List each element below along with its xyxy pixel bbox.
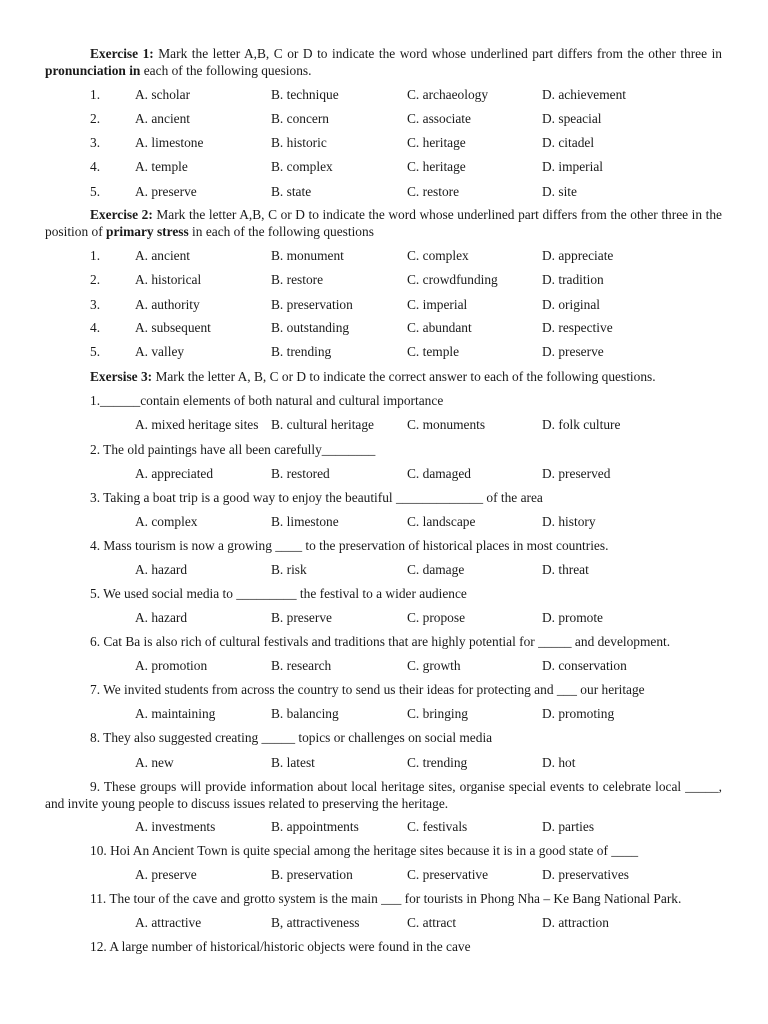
question-text: 1.______contain elements of both natural and cultural importance <box>90 393 444 408</box>
option-a[interactable]: A. subsequent <box>135 320 211 335</box>
option-d[interactable]: D. folk culture <box>542 417 621 432</box>
option-b[interactable]: B. monument <box>271 248 344 263</box>
option-c[interactable]: C. heritage <box>407 135 466 150</box>
answer-options <box>0 706 768 722</box>
option-c[interactable]: C. restore <box>407 184 460 199</box>
option-d[interactable]: D. preserve <box>542 344 604 359</box>
option-c[interactable]: C. crowdfunding <box>407 272 498 287</box>
option-d[interactable]: D. promoting <box>542 706 615 721</box>
option-c[interactable]: C. monuments <box>407 417 486 432</box>
option-a[interactable]: A. promotion <box>135 658 208 673</box>
exercise2-item <box>0 248 768 264</box>
option-d[interactable]: D. original <box>542 297 601 312</box>
option-b[interactable]: B. preservation <box>271 867 353 882</box>
exercise1-title: Exercise 1: <box>90 46 154 61</box>
exercise1-item <box>0 184 768 200</box>
answer-options <box>0 658 768 674</box>
exercise2-title: Exercise 2: <box>90 207 153 222</box>
option-a[interactable]: A. maintaining <box>135 706 216 721</box>
answer-options <box>0 514 768 530</box>
exercise1-item <box>0 159 768 175</box>
option-c[interactable]: C. attract <box>407 915 457 930</box>
option-c[interactable]: C. temple <box>407 344 460 359</box>
question-text: 7. We invited students from across the country to send us their ideas for protecting and ___ our heritage <box>90 682 645 697</box>
item-number: 5. <box>90 344 101 359</box>
option-b[interactable]: B. historic <box>271 135 327 150</box>
option-a[interactable]: A. temple <box>135 159 188 174</box>
item-number: 3. <box>90 135 101 150</box>
answer-options <box>0 867 768 883</box>
option-b[interactable]: B. latest <box>271 755 315 770</box>
option-b[interactable]: B. trending <box>271 344 332 359</box>
answer-options <box>0 610 768 626</box>
option-d[interactable]: D. preservatives <box>542 867 630 882</box>
question-text: 12. A large number of historical/historic objects were found in the cave <box>90 939 471 954</box>
exercise3-title: Exersise 3: <box>90 369 153 384</box>
item-number: 3. <box>90 297 101 312</box>
question-text-wrapped <box>45 779 722 812</box>
answer-options <box>0 562 768 578</box>
option-c[interactable]: C. archaeology <box>407 87 489 102</box>
option-a[interactable]: A. authority <box>135 297 200 312</box>
option-d[interactable]: D. conservation <box>542 658 627 673</box>
option-a[interactable]: A. ancient <box>135 248 191 263</box>
option-b[interactable]: B. risk <box>271 562 307 577</box>
option-c[interactable]: C. heritage <box>407 159 466 174</box>
option-b[interactable]: B. balancing <box>271 706 339 721</box>
answer-options <box>0 915 768 931</box>
exercise1-item <box>0 135 768 151</box>
option-a[interactable]: A. preserve <box>135 867 197 882</box>
option-a[interactable]: A. valley <box>135 344 185 359</box>
answer-options <box>0 417 768 433</box>
option-c[interactable]: C. damage <box>407 562 465 577</box>
question-text: 11. The tour of the cave and grotto system is the main ___ for tourists in Phong Nha – Ke Bang National Park. <box>90 891 682 906</box>
option-a[interactable]: A. hazard <box>135 562 188 577</box>
option-c[interactable]: C. damaged <box>407 466 471 481</box>
option-b[interactable]: B. cultural heritage <box>271 417 374 432</box>
option-d[interactable]: D. history <box>542 514 596 529</box>
option-d[interactable]: D. citadel <box>542 135 595 150</box>
option-a[interactable]: A. preserve <box>135 184 197 199</box>
option-a[interactable]: A. historical <box>135 272 202 287</box>
exercise1-item <box>0 87 768 103</box>
option-c[interactable]: C. preservative <box>407 867 489 882</box>
option-c[interactable]: C. complex <box>407 248 469 263</box>
option-d[interactable]: D. parties <box>542 819 595 834</box>
option-b[interactable]: B. research <box>271 658 332 673</box>
option-c[interactable]: C. growth <box>407 658 461 673</box>
exercise2-intro-end: in each of the following questions <box>188 223 374 239</box>
question-text: 6. Cat Ba is also rich of cultural festivals and traditions that are highly potential for _____ and development. <box>90 634 671 649</box>
item-number: 5. <box>90 184 101 199</box>
option-a[interactable]: A. hazard <box>135 610 188 625</box>
item-number: 1. <box>90 87 101 102</box>
exercise2-instructions <box>45 207 722 240</box>
option-c[interactable]: C. imperial <box>407 297 468 312</box>
option-c[interactable]: C. festivals <box>407 819 468 834</box>
option-d[interactable]: D. speacial <box>542 111 602 126</box>
option-d[interactable]: D. site <box>542 184 577 199</box>
option-d[interactable]: D. imperial <box>542 159 603 174</box>
option-b[interactable]: B. outstanding <box>271 320 350 335</box>
option-a[interactable]: A. investments <box>135 819 216 834</box>
option-d[interactable]: D. threat <box>542 562 589 577</box>
exercise1-intro-text: Mark the letter A,B, C or D to indicate the word whose underlined part differs from the other three in <box>153 46 722 61</box>
option-a[interactable]: A. mixed heritage sites <box>135 417 259 432</box>
option-c[interactable]: C. landscape <box>407 514 476 529</box>
exercise2-item <box>0 297 768 313</box>
question-text: 9. These groups will provide information about local heritage sites, organise special events to celebrate local _____, and invite young people to discuss issues related to preserving the heritage. <box>45 779 722 811</box>
option-c[interactable]: C. bringing <box>407 706 469 721</box>
exercise2-item <box>0 344 768 360</box>
option-a[interactable]: A. new <box>135 755 174 770</box>
option-d[interactable]: D. achievement <box>542 87 627 102</box>
option-d[interactable]: D. appreciate <box>542 248 614 263</box>
option-a[interactable]: A. complex <box>135 514 198 529</box>
answer-options <box>0 755 768 771</box>
answer-options <box>0 466 768 482</box>
option-b[interactable]: B. state <box>271 184 312 199</box>
option-b[interactable]: B. restored <box>271 466 330 481</box>
option-d[interactable]: D. preserved <box>542 466 611 481</box>
exercise2-item <box>0 320 768 336</box>
option-b[interactable]: B. complex <box>271 159 333 174</box>
option-b[interactable]: B. technique <box>271 87 339 102</box>
question-text: 3. Taking a boat trip is a good way to enjoy the beautiful _____________ of the area <box>90 490 543 505</box>
item-number: 4. <box>90 320 101 335</box>
option-b[interactable]: B. preservation <box>271 297 353 312</box>
option-a[interactable]: A. scholar <box>135 87 191 102</box>
item-number: 1. <box>90 248 101 263</box>
item-number: 2. <box>90 272 101 287</box>
question-text: 5. We used social media to _________ the festival to a wider audience <box>90 586 467 601</box>
exercise3-intro-text: Mark the letter A, B, C or D to indicate the correct answer to each of the following questions. <box>152 369 656 384</box>
exercise1-intro-bold: pronunciation in <box>45 62 141 78</box>
option-d[interactable]: D. attraction <box>542 915 609 930</box>
option-b[interactable]: B. restore <box>271 272 324 287</box>
option-d[interactable]: D. promote <box>542 610 603 625</box>
option-b[interactable]: B. appointments <box>271 819 359 834</box>
exercise2-intro-bold: primary stress <box>106 223 189 239</box>
option-a[interactable]: A. attractive <box>135 915 202 930</box>
option-b[interactable]: B. concern <box>271 111 330 126</box>
exercise1-intro-end: each of the following quesions. <box>140 62 312 78</box>
option-c[interactable]: C. associate <box>407 111 471 126</box>
option-a[interactable]: A. appreciated <box>135 466 214 481</box>
option-a[interactable]: A. limestone <box>135 135 204 150</box>
item-number: 4. <box>90 159 101 174</box>
exercise1-item <box>0 111 768 127</box>
option-d[interactable]: D. tradition <box>542 272 604 287</box>
option-c[interactable]: C. abundant <box>407 320 472 335</box>
option-d[interactable]: D. hot <box>542 755 576 770</box>
question-text: 4. Mass tourism is now a growing ____ to the preservation of historical places in most countries. <box>90 538 609 553</box>
exercise2-item <box>0 272 768 288</box>
option-b[interactable]: B, attractiveness <box>271 915 360 930</box>
option-d[interactable]: D. respective <box>542 320 613 335</box>
option-b[interactable]: B. preserve <box>271 610 332 625</box>
exercise1-instructions <box>45 46 722 79</box>
exercise3-instructions <box>90 369 656 385</box>
option-a[interactable]: A. ancient <box>135 111 191 126</box>
question-text: 10. Hoi An Ancient Town is quite special among the heritage sites because it is in a good state of ____ <box>90 843 639 858</box>
option-c[interactable]: C. trending <box>407 755 468 770</box>
question-text: 2. The old paintings have all been carefully________ <box>90 442 376 457</box>
option-b[interactable]: B. limestone <box>271 514 339 529</box>
item-number: 2. <box>90 111 101 126</box>
answer-options <box>0 819 768 835</box>
option-c[interactable]: C. propose <box>407 610 466 625</box>
exercise2-intro-text: Mark the letter A,B, C or D to indicate the word whose underlined part differs from the other three in the position of <box>45 207 722 239</box>
question-text: 8. They also suggested creating _____ topics or challenges on social media <box>90 730 493 745</box>
